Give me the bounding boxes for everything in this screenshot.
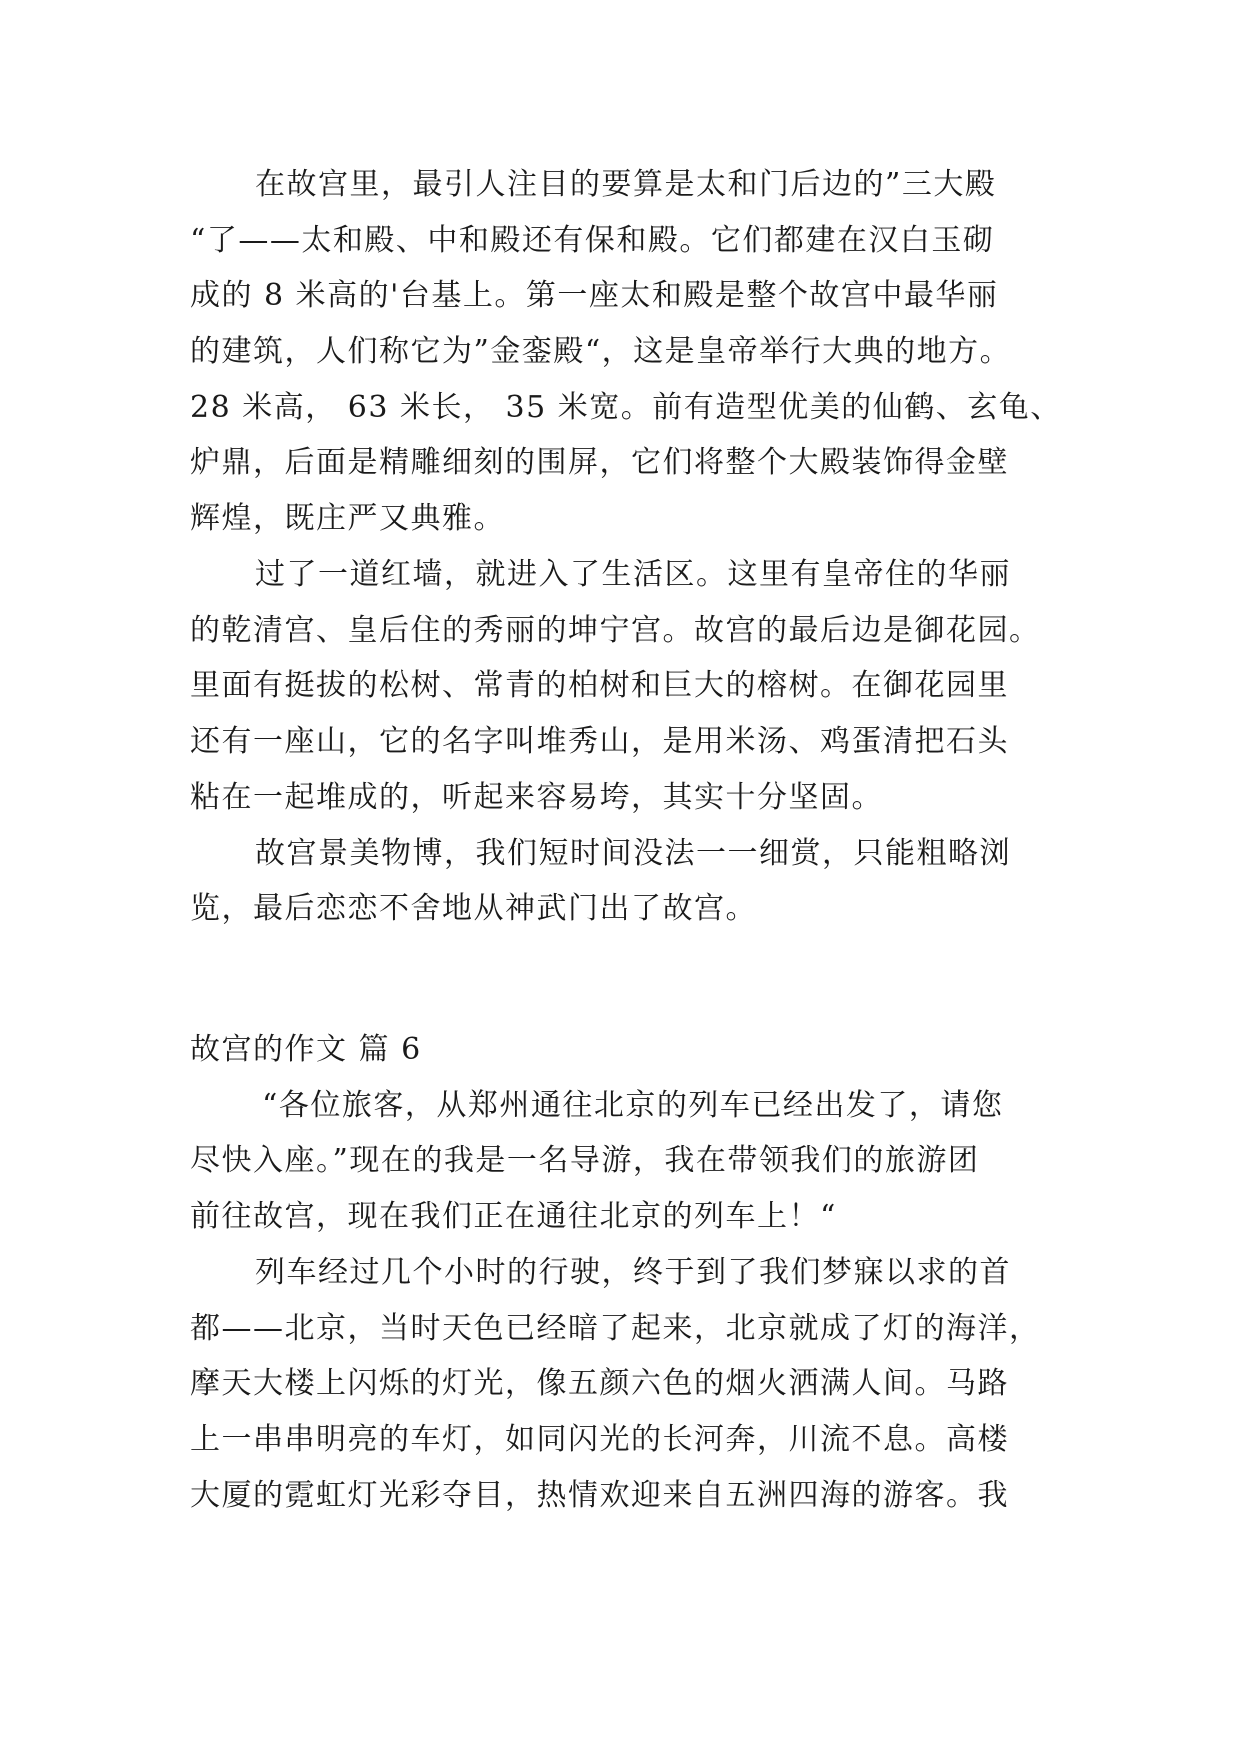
text-line: 粘在一起堆成的，听起来容易垮，其实十分坚固。 <box>190 780 883 815</box>
text-line: 还有一座山，它的名字叫堆秀山，是用米汤、鸡蛋清把石头 <box>190 724 1009 759</box>
text-line: 列车经过几个小时的行驶，终于到了我们梦寐以求的首 <box>255 1255 1011 1290</box>
text-line: 里面有挺拔的松树、常青的柏树和巨大的榕树。在御花园里 <box>190 668 1009 703</box>
text-line: “各位旅客，从郑州通往北京的列车已经出发了，请您 <box>262 1088 1004 1123</box>
text-line: 成的 8 米高的'台基上。第一座太和殿是整个故宫中最华丽 <box>190 278 999 313</box>
text-line: “了——太和殿、中和殿还有保和殿。它们都建在汉白玉砌 <box>190 223 995 258</box>
section-heading: 故宫的作文 篇 6 <box>190 1032 422 1067</box>
text-line: 28 米高， 63 米长， 35 米宽。前有造型优美的仙鹤、玄龟、 <box>190 390 1062 425</box>
text-line: 过了一道红墙，就进入了生活区。这里有皇帝住的华丽 <box>255 557 1011 592</box>
text-line: 的建筑，人们称它为”金銮殿“，这是皇帝举行大典的地方。 <box>190 334 1012 369</box>
text-line: 上一串串明亮的车灯，如同闪光的长河奔，川流不息。高楼 <box>190 1422 1009 1457</box>
text-line: 在故宫里，最引人注目的要算是太和门后边的”三大殿 <box>255 167 997 202</box>
text-line: 前往故宫，现在我们正在通往北京的列车上！“ <box>190 1199 837 1234</box>
text-line: 览，最后恋恋不舍地从神武门出了故宫。 <box>190 891 757 926</box>
text-line: 炉鼎，后面是精雕细刻的围屏，它们将整个大殿装饰得金壁 <box>190 445 1009 480</box>
text-line: 故宫景美物博，我们短时间没法一一细赏，只能粗略浏 <box>255 836 1011 871</box>
text-line: 辉煌，既庄严又典雅。 <box>190 501 505 536</box>
text-line: 都——北京，当时天色已经暗了起来，北京就成了灯的海洋， <box>190 1311 1041 1346</box>
text-line: 摩天大楼上闪烁的灯光，像五颜六色的烟火洒满人间。马路 <box>190 1366 1009 1401</box>
text-line: 大厦的霓虹灯光彩夺目，热情欢迎来自五洲四海的游客。我 <box>190 1478 1009 1513</box>
text-line: 的乾清宫、皇后住的秀丽的坤宁宫。故宫的最后边是御花园。 <box>190 613 1041 648</box>
text-line: 尽快入座。”现在的我是一名导游，我在带领我们的旅游团 <box>190 1143 980 1178</box>
